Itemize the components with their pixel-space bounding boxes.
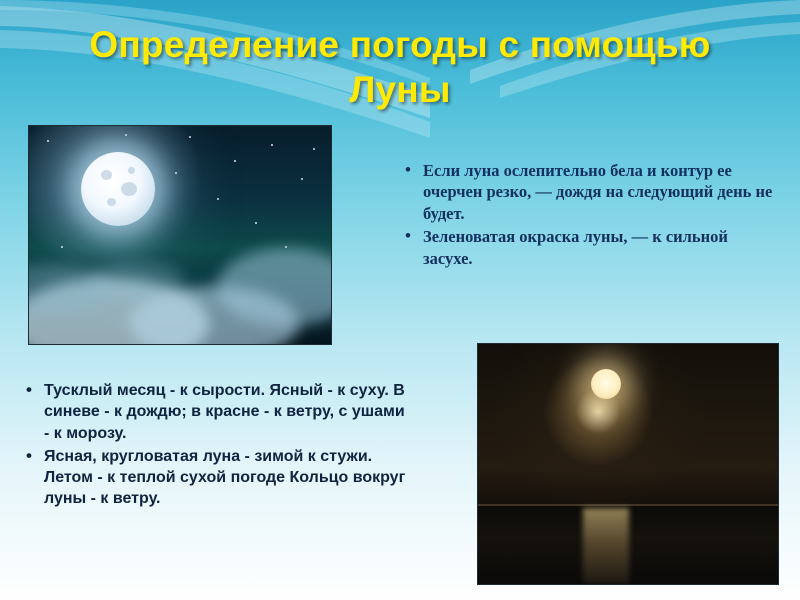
- moon-over-sea-photo: [477, 343, 779, 585]
- list-item: • Тусклый месяц - к сырости. Ясный - к суху. В синеве - к дождю; в красне - к ветру, с ушами - к морозу.: [24, 380, 409, 444]
- moon-over-clouds-photo: [28, 125, 332, 345]
- list-item: • Ясная, кругловатая луна - зимой к стужи. Летом - к теплой сухой погоде Кольцо вокруг луны - к ветру.: [24, 446, 409, 510]
- left-bullet-list: [24, 380, 409, 512]
- moon-reflection: [583, 508, 629, 584]
- moon: [591, 369, 621, 399]
- list-item: • Если луна ослепительно бела и контур ее очерчен резко, — дождя на следующий день не будет.: [403, 160, 773, 224]
- page-title: Определение погоды с помощью Луны: [89, 24, 711, 111]
- right-bullet-list: [403, 160, 773, 271]
- list-item: • Зеленоватая окраска луны, — к сильной засухе.: [403, 226, 773, 269]
- full-moon: [81, 152, 155, 226]
